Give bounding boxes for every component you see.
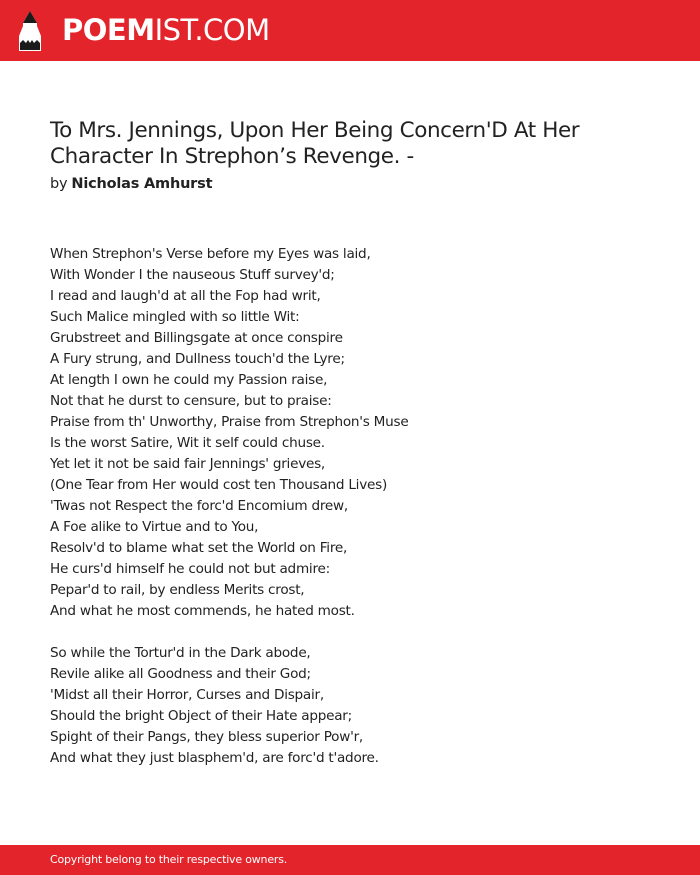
poem-title: To Mrs. Jennings, Upon Her Being Concern'D At Her Character In Strephon’s Revenge. - — [50, 118, 580, 169]
verse-line: When Strephon's Verse before my Eyes was laid, — [50, 246, 371, 262]
site-logo[interactable] — [62, 12, 270, 48]
by-prefix: by — [50, 176, 68, 192]
verse-line: Grubstreet and Billingsgate at once conspire — [50, 330, 343, 346]
site-footer — [0, 845, 700, 875]
verse-line: A Fury strung, and Dullness touch'd the Lyre; — [50, 351, 345, 367]
verse-line: Yet let it not be said fair Jennings' grieves, — [50, 456, 326, 472]
verse-line: Such Malice mingled with so little Wit: — [50, 309, 300, 325]
verse-line: Is the worst Satire, Wit it self could chuse. — [50, 435, 325, 451]
verse-line: So while the Tortur'd in the Dark abode, — [50, 645, 311, 661]
verse-line: Pepar'd to rail, by endless Merits crost, — [50, 582, 305, 598]
pen-nib-icon — [17, 10, 43, 52]
author-name: Nicholas Amhurst — [71, 176, 213, 192]
stanza-1 — [50, 244, 650, 622]
verse-line: I read and laugh'd at all the Fop had writ, — [50, 288, 321, 304]
logo-bold-text: POEM — [62, 13, 155, 47]
verse-line: Should the bright Object of their Hate appear; — [50, 708, 352, 724]
verse-line: Resolv'd to blame what set the World on Fire, — [50, 540, 348, 556]
logo-light-text: IST.COM — [154, 13, 270, 47]
verse-line: (One Tear from Her would cost ten Thousand Lives) — [50, 477, 388, 493]
byline — [50, 174, 212, 194]
site-header — [0, 0, 700, 61]
verse-line: A Foe alike to Virtue and to You, — [50, 519, 259, 535]
verse-line: And what he most commends, he hated most. — [50, 603, 355, 619]
verse-line: 'Midst all their Horror, Curses and Dispair, — [50, 687, 324, 703]
verse-line: Praise from th' Unworthy, Praise from Strephon's Muse — [50, 414, 409, 430]
verse-line: He curs'd himself he could not but admire: — [50, 561, 330, 577]
verse-line: Not that he durst to censure, but to praise: — [50, 393, 332, 409]
verse-line: At length I own he could my Passion raise, — [50, 372, 328, 388]
verse-line: Spight of their Pangs, they bless superior Pow'r, — [50, 729, 363, 745]
verse-line: 'Twas not Respect the forc'd Encomium drew, — [50, 498, 348, 514]
copyright-text: Copyright belong to their respective owners. — [50, 853, 288, 866]
verse-line: And what they just blasphem'd, are forc'd t'adore. — [50, 750, 379, 766]
verse-line: With Wonder I the nauseous Stuff survey'd; — [50, 267, 335, 283]
stanza-2 — [50, 643, 650, 769]
verse-line: Revile alike all Goodness and their God; — [50, 666, 311, 682]
